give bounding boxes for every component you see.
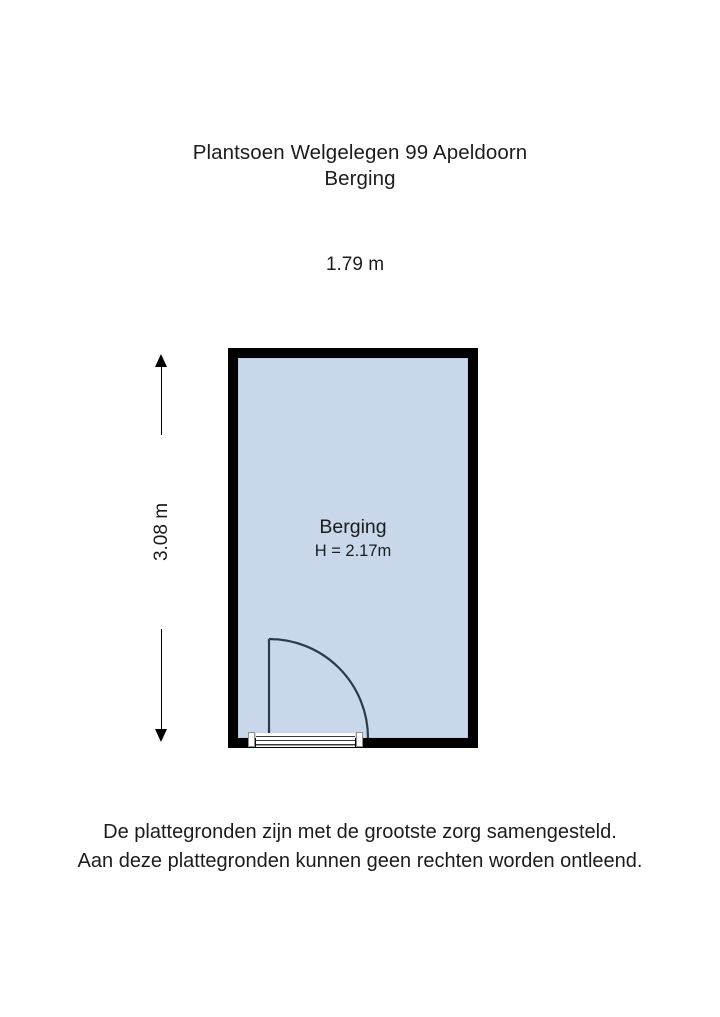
door-swing-icon <box>267 638 370 738</box>
disclaimer <box>0 818 720 876</box>
title-address: Plantsoen Welgelegen 99 Apeldoorn <box>192 141 528 164</box>
door-opening <box>248 731 363 749</box>
door-jamb-left <box>248 732 255 747</box>
room-name-label: Berging <box>319 516 387 538</box>
dimension-depth-label: 3.08 m <box>149 435 175 629</box>
dimension-width <box>240 255 470 275</box>
dimension-width-label: 1.79 m <box>240 251 470 278</box>
door-jamb-right <box>356 732 363 747</box>
room-label-group <box>239 515 467 562</box>
disclaimer-line-1: De plattegronden zijn met de grootste zorg samengesteld. <box>103 821 617 843</box>
room-berging <box>228 348 478 748</box>
room-ceiling-height-label: H = 2.17m <box>314 542 392 560</box>
title-floor-name: Berging <box>324 167 396 190</box>
arrow-down-icon <box>155 729 167 742</box>
room-interior-fill <box>238 358 468 738</box>
dimension-depth <box>152 354 172 742</box>
door-threshold <box>256 733 355 747</box>
disclaimer-line-2: Aan deze plattegronden kunnen geen rechten worden ontleend. <box>77 850 643 872</box>
page-title <box>0 140 720 192</box>
